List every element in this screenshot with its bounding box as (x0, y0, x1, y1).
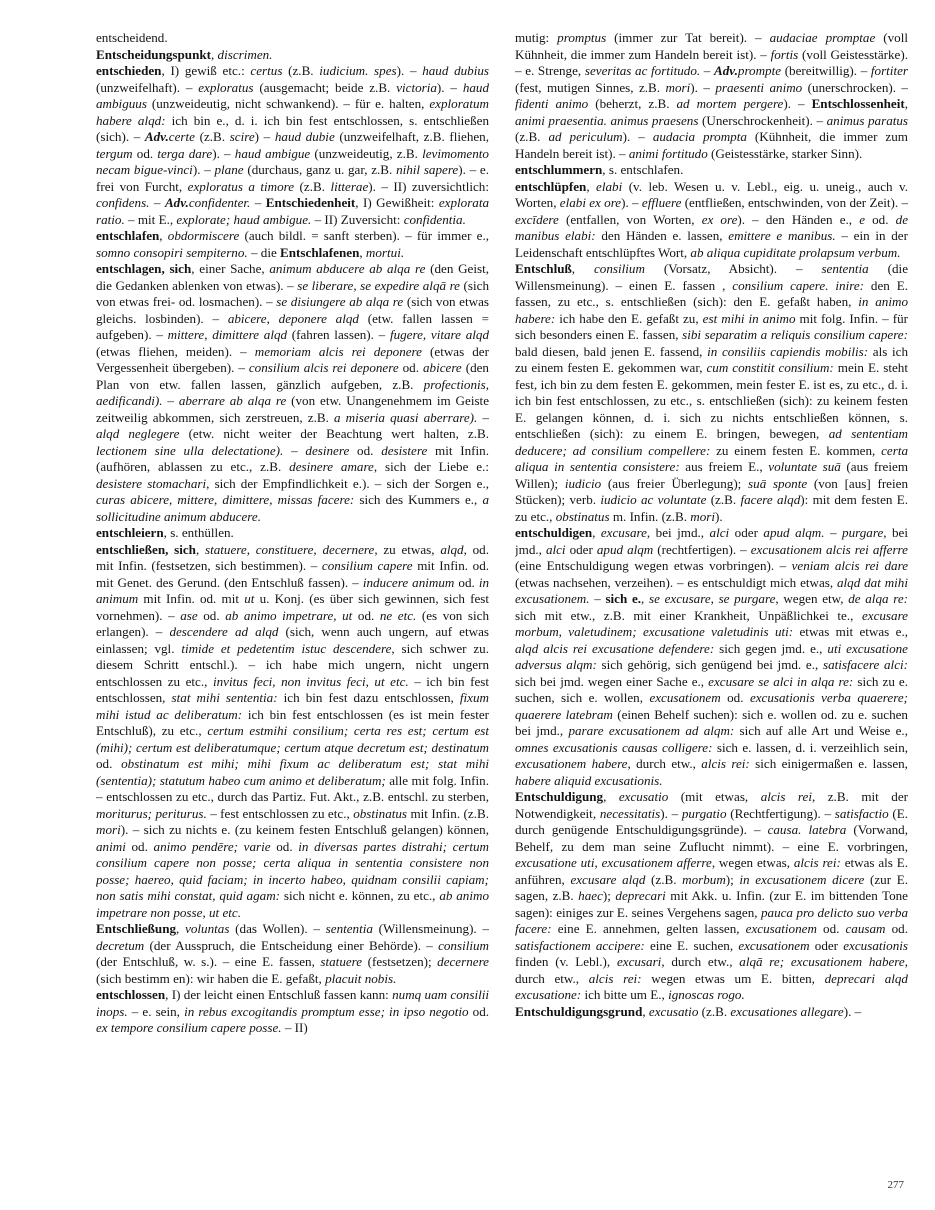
entry-headword: entschlossen (96, 987, 166, 1002)
entry-body: , s. enthüllen. (163, 525, 234, 540)
entry-body: , excusare, bei jmd., alci oder apud alqm. – purgare, bei jmd., alci oder apud alqm (rechtfertigen). – excusationem alcis rei afferre (eine Entschuldigung wegen etwas vorbringen). – veniam alcis rei dare (etwas nachsehen, verzeihen). – es entschuldigt mich etwas, alqd dat mihi excusationem. – sich e., se excusare, se purgare, wegen etw, de alqa re: sich mit etw., z.B. mit einer Krankheit, Unpäßlichkei te., excusare morbum, valetudinem; excusatione valetudinis uti: etwas mit etwas e., alqd alcis rei excusatione defendere: sich gegen jmd. e., uti excusatione adversus alqm: sich gehörig, sich genügend bei jmd. e., satisfacere alci: sich bei jmd. wegen einer Sache e., excusare se alci in alqa re: sich zu e. suchen, sich e. wollen, excusationem od. excusationis verba quaerere; quaerere latebram (einen Behelf suchen): sich e. wollen od. zu e. suchen bei jmd., parare excusationem ad alqm: sich auf alle Art und Weise e., omnes excusationis causas colligere: sich e. lassen, d. i. verzeihlich sein, excusationem habere, durch etw., alcis rei: sich einigermaßen e. lassen, habere aliquid excusationis. (515, 525, 908, 788)
dictionary-entry (96, 542, 489, 922)
entry-body: , obdormiscere (auch bildl. = sanft sterben). – für immer e., somno consopiri sempiterno. – die Entschlafenen, mortui. (96, 228, 489, 260)
dictionary-entry (515, 1004, 908, 1021)
dictionary-entry (515, 261, 908, 525)
dictionary-entry (96, 47, 489, 64)
entry-body: entscheidend. (96, 30, 168, 45)
dictionary-entry (515, 525, 908, 789)
dictionary-entry (515, 789, 908, 1004)
entry-headword: Entschließung (96, 921, 177, 936)
left-column (96, 30, 489, 1180)
entry-headword: entschlüpfen (515, 178, 587, 194)
dictionary-entry (515, 30, 908, 162)
entry-headword: Entschuldigungsgrund (515, 1003, 643, 1019)
entry-body: , I) gewiß etc.: certus (z.B. iudicium. spes). – haud dubius (unzweifelhaft). – exploratus (ausgemacht; beide z.B. victoria). – haud ambiguus (unzweideutig, nicht schwankend). – für e. halten, exploratum habere alqd: ich bin e., d. i. ich bin fest entschlossen, s. entschließen (sich). – Adv.certe (z.B. scire) – haud dubie (unzweifelhaft, z.B. fliehen, tergum od. terga dare). – haud ambigue (unzweideutig, z.B. levimomento necam bigue-vinci). – plane (durchaus, ganz u. gar, z.B. nihil sapere). – e. frei von Furcht, exploratus a timore (z.B. litterae). – II) zuversichtlich: confidens. – Adv.confidenter. – Entschiedenheit, I) Gewißheit: explorata ratio. – mit E., explorate; haud ambigue. – II) Zuversicht: confidentia. (96, 63, 489, 227)
entry-headword: Entschuldigung (515, 789, 604, 804)
entry-body: , excusatio (z.B. excusationes allegare). – (642, 1003, 862, 1019)
entry-headword: entschleiern (96, 525, 164, 540)
entry-headword: Entscheidungspunkt (96, 46, 211, 62)
dictionary-entry (96, 30, 489, 47)
dictionary-page (96, 30, 908, 1180)
entry-body: , excusatio (mit etwas, alcis rei, z.B. mit der Notwendigkeit, necessitatis). – purgatio (Rechtfertigung). – satisfactio (E. durch genügende Entschuldigungsgründe). – causa. latebra (Vorwand, Behelf, zu dem man seine Zuflucht nimmt). – eine E. vorbringen, excusatione uti, excusationem afferre, wegen etwas, alcis rei: etwas als E. anführen, excusare alqd (z.B. morbum); in excusationem dicere (zur E. sagen, z.B. haec); deprecari mit Akk. u. Infin. (zur E. im bittenden Tone sagen): einiges zur E. seines Vergehens sagen, pauca pro delicto suo verba facere: eine E. annehmen, gelten lassen, excusationem od. causam od. satisfactionem accipere: eine E. suchen, excusationem oder excusationis finden (v. Lebl.), excusari, durch etw., alqā re; excusationem habere, durch etw., alcis rei: wegen etwas um E. bitten, deprecari alqd excusatione: ich bitte um E., ignoscas rogo. (515, 789, 908, 1002)
entry-body: mutig: promptus (immer zur Tat bereit). – audaciae promptae (voll Kühnheit, die immer zum Handeln bereit ist). – fortis (voll Geistesstärke). – e. Strenge, severitas ac fortitudo. – Adv.prompte (bereitwillig). – fortiter (fest, mutigen Sinnes, z.B. mori). – praesenti animo (unerschrocken). – fidenti animo (beherzt, z.B. ad mortem pergere). – Entschlossenheit, animi praesentia. animus praesens (Unerschrockenheit). – animus paratus (z.B. ad periculum). – audacia prompta (Kühnheit, die immer zum Handeln bereit ist). – animi fortitudo (Geistesstärke, starker Sinn). (515, 30, 908, 161)
entry-headword: entschließen, sich (96, 541, 196, 557)
dictionary-entry (96, 63, 489, 228)
dictionary-entry (96, 987, 489, 1037)
entry-body: , consilium (Vorsatz, Absicht). – sententia (die Willensmeinung). – einen E. fassen , consilium capere. inire: den E. fassen, zu etc., s. entschließen (sich): den E. gefaßt haben, in animo habere: ich habe den E. gefaßt zu, est mihi in animo mit folg. Infin. – für sich besonders einen E. fassen, sibi separatim a reliquis consilium capere: bald diesen, bald jenen E. fassend, in consiliis capiendis mobilis: als ich zu einem festen E. gekommen war, cum constitit consilium: mein E. steht fest, ich bin zu dem festen E. gekommen, mein fester E. ist es, zu etc., d. i. ich bin fest entschlossen, zu etc., s. entschließen (sich): zu keinem festen E. gelangen können, d. i. sich zu nichts entschließen können, s. entschließen (sich): zu einem E. bringen, bewegen, ad sententiam deducere; ad consilium compellere: zu einem festen E. kommen, certa aliqua in sententia consistere: aus freiem E., voluntate suā (aus freiem Willen); iudicio (aus freier Überlegung); suā sponte (von [aus] freien Stücken); verb. iudicio ac voluntate (z.B. facere alqd): mit dem festen E. zu etc., obstinatus m. Infin. (z.B. mori). (515, 261, 908, 524)
entry-body: , statuere, constituere, decernere, zu etwas, alqd, od. mit Infin. (festsetzen, sich bestimmen). – consilium capere mit Infin. od. mit Genet. des Gerund. (den Entschluß fassen). – inducere animum od. in animum mit Infin. od. mit ut u. Konj. (es über sich gewinnen, sich fest vornehmen). – ase od. ab animo impetrare, ut od. ne etc. (es von sich erlangen). – descendere ad alqd (sich, wenn auch ungern, auf etwas einlassen; vgl. timide et pedetentim istuc descendere, sich schwer zu. diesem Schritt entschl.). – ich habe mich ungern, nicht ungern entschlossen zu etc., invitus feci, non invitus feci, ut etc. – ich bin fest entschlossen, stat mihi sententia: ich bin fest dazu entschlossen, fixum mihi istud ac deliberatum: ich bin fest entschlossen (es ist mein fester Entschluß), zu etc., certum estmihi consilium; certa res est; certum est (mihi); certum est deliberatumque; certum atque decretum est; destinatum od. obstinatum est mihi; mihi fixum ac deliberatum est; stat mihi (sententia); statutum habeo cum animo et deliberatum; alle mit folg. Infin. – entschlossen zu etc., durch das Partiz. Fut. Akt., z.B. entschl. zu sterben, moriturus; periturus. – fest entschlossen zu etc., obstinatus mit Infin. (z.B. mori). – sich zu nichts e. (zu keinem festen Entschluß gelangen) können, animi od. animo pendēre; varie od. in diversas partes distrahi; certum consilium capere non posse; certa aliqua in sententia consistere non posse; haereo, quid faciam; in incerto habeo, quidnam consilii capiam; non satis mihi constat, quid agam: sich nicht e. können, zu etc., ab animo impetrare non posse, ut etc. (96, 541, 489, 920)
entry-body: , elabi (v. leb. Wesen u. v. Lebl., eig. u. uneig., auch v. Worten, elabi ex ore). – effluere (entfließen, entschwinden, von der Zeit). – excīdere (entfallen, von Worten, ex ore). – den Händen e., e od. de manibus elabi: den Händen e. lassen, emittere e manibus. – ein in der Leidenschaft entschlüpftes Wort, ab aliqua cupiditate prolapsum verbum. (515, 178, 908, 260)
dictionary-entry (515, 162, 908, 179)
entry-body: , voluntas (das Wollen). – sententia (Willensmeinung). – decretum (der Ausspruch, die Entscheidung einer Behörde). – consilium (der Entschluß, w. s.). – eine E. fassen, statuere (festsetzen); decernere (sich bestimm en): wir haben die E. gefaßt, placuit nobis. (96, 921, 489, 986)
dictionary-entry (96, 261, 489, 525)
right-column (515, 30, 908, 1180)
entry-body: , discrimen. (211, 46, 273, 62)
entry-headword: entschlagen, sich (96, 261, 192, 276)
entry-body: , s. entschlafen. (602, 162, 684, 177)
dictionary-entry (96, 525, 489, 542)
dictionary-entry (96, 228, 489, 261)
entry-headword: entschlummern (515, 162, 603, 177)
page-number: 277 (887, 1179, 904, 1191)
entry-headword: Entschluß (515, 261, 572, 276)
entry-headword: entschuldigen (515, 525, 593, 540)
entry-headword: entschieden (96, 63, 162, 78)
entry-body: , einer Sache, animum abducere ab alqa re (den Geist, die Gedanken ablenken von etwas). – se liberare, se expedire alqā re (sich von etwas frei- od. losmachen). – se disiungere ab alqa re (sich von etwas gleichs. losbinden). – abicere, deponere alqd (etw. fallen lassen = aufgeben). – mittere, dimittere alqd (fahren lassen). – fugere, vitare alqd (etwas fliehen, meiden). – memoriam alcis rei deponere (etwas der Vergessenheit übergeben). – consilium alcis rei deponere od. abicere (den Plan von etw. fallen lassen, gänzlich aufgeben, z.B. profectionis, aedificandi). – aberrare ab alqa re (von etw. Unangenehmem im Geiste zeitweilig abkommen, sich zerstreuen, z.B. a miseria quasi aberrare). – alqd neglegere (etw. nicht weiter der Beachtung wert halten, z.B. lectionem sine ulla delectatione). – desinere od. desistere mit Infin. (aufhören, ablassen zu etc., z.B. desinere amare, sich der Liebe e.: desistere stomachari, sich der Empfindlichkeit e.). – sich der Sorgen e., curas abicere, mittere, dimittere, missas facere: sich des Kummers e., a sollicitudine animum abducere. (96, 261, 489, 524)
dictionary-entry (96, 921, 489, 987)
entry-headword: entschlafen (96, 228, 160, 243)
dictionary-entry (515, 179, 908, 262)
entry-body: , I) der leicht einen Entschluß fassen kann: numq uam consilii inops. – e. sein, in rebus excogitandis promptum esse; in ipso negotio od. ex tempore consilium capere posse. – II) (96, 987, 489, 1035)
